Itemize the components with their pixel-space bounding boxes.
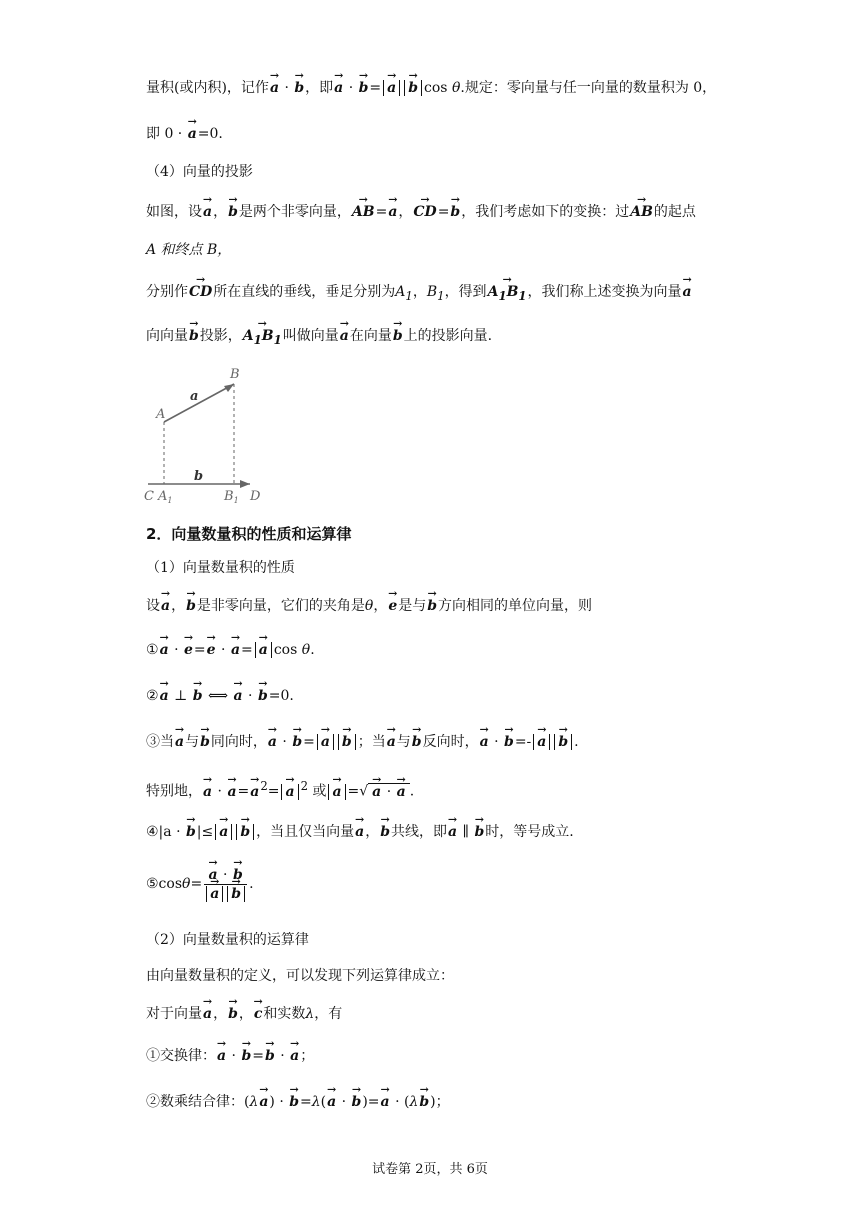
vec-a: → a (386, 732, 397, 752)
abs-a: → a (328, 784, 345, 800)
vec-b: → b (257, 686, 269, 706)
vec-AB: → AB (629, 202, 654, 222)
paragraph-line: 对于向量→ a，→ b，→ c和实数λ，有 (146, 1004, 342, 1024)
projection-figure (140, 360, 270, 510)
text: 对于向量 (146, 1006, 202, 1022)
abs-b: → b (554, 734, 572, 750)
text: 是非零向量，它们的夹角是 (196, 598, 365, 614)
vec-e: → e (183, 640, 194, 660)
point-B1: $B_1$ (426, 284, 445, 303)
vec-a: → a (202, 202, 213, 222)
vec-a: → a (160, 596, 171, 616)
page-footer: 试卷第 2页，共 6页 (372, 1162, 488, 1177)
vector-a-line (164, 384, 234, 422)
vec-A1B1: → $A_1B_1$ (487, 282, 528, 306)
label-b: b (194, 469, 204, 484)
text: 设 (146, 598, 160, 614)
vec-a: → a (202, 1004, 213, 1024)
abs-a: → a (215, 824, 232, 840)
vec-a: → a (267, 732, 278, 752)
vec-a: → a (174, 732, 185, 752)
text: 是与 (398, 598, 427, 614)
vec-b: → b (264, 1046, 276, 1066)
vec-b: → b (188, 326, 200, 346)
label-D: D (250, 489, 261, 504)
vec-b: → b (227, 202, 239, 222)
law-commutative: ①交换律：→ a · → b=→ b · → a； (146, 1046, 314, 1066)
property-3: ③当→ a与→ b同向时，→ a · → b=→ a→ b ；当→ a与→ b反向时，→ a · → b=-→ a→ b . (146, 732, 579, 752)
vector-b-arrowhead (240, 480, 250, 488)
text: 的起点 (653, 204, 696, 220)
label-B1: $B_1$ (224, 489, 239, 505)
paragraph-line-5: A 和终点 B， (146, 242, 232, 258)
abs-a: → a (317, 734, 334, 750)
text: 时，等号成立. (485, 824, 574, 840)
text: 是两个非零向量， (238, 204, 351, 220)
property-2: ②→ a ⊥ → b ⟺ → a · → b=0. (146, 686, 294, 706)
text: =0. (268, 688, 294, 704)
label-A1: $A_1$ (158, 489, 173, 505)
vec-a: → a (339, 326, 350, 346)
text: 所在直线的垂线，垂足分别为 (213, 284, 396, 300)
vec-b: → b (473, 822, 485, 842)
label-B: B (230, 367, 240, 382)
vec-CD: → CD (188, 282, 213, 302)
subsection-title: （1）向量数量积的性质 (146, 560, 295, 576)
paragraph-line-1: 量积(或内积)，记作→ a · → b，即→ a · → b=→ a→ b cos θ.规定：零向量与任一向量的数量积为 0， (146, 78, 716, 98)
text: 在向量 (349, 328, 392, 344)
section-heading: 2．向量数量积的性质和运算律 (146, 525, 352, 543)
text: 特别地， (146, 783, 202, 800)
subsection-title: （2）向量数量积的运算律 (146, 932, 309, 948)
vec-a: → a (333, 78, 344, 98)
vec-a: → a (249, 782, 260, 802)
abs-b: → b (236, 824, 254, 840)
text: |≤ (196, 824, 214, 840)
vec-a: → a (269, 78, 280, 98)
vec-b: → b (351, 1092, 363, 1112)
theta: θ (182, 876, 191, 892)
text: 投影， (199, 328, 242, 344)
text: ，我们称上述变换为向量 (527, 284, 682, 300)
text: ②数乘结合律： (146, 1094, 244, 1110)
vec-b: → b (185, 822, 197, 842)
paragraph-line-2: 即 0 · → a=0. (146, 124, 223, 144)
text: ，当且仅当向量 (256, 824, 355, 840)
law-scalar-assoc: ②数乘结合律：(λ→ a) · → b=λ(→ a · → b)=→ a · (λ→ b)； (146, 1092, 450, 1112)
paragraph-line-4: 如图，设→ a，→ b是两个非零向量，→ AB=→ a，→ CD=→ b，我们考虑如下的变换：过→ AB的起点 (146, 202, 696, 222)
text: 或 (312, 783, 327, 800)
text: ⑤cos (146, 876, 183, 892)
vec-a: → a (226, 782, 237, 802)
vec-e: → e (206, 640, 217, 660)
theta: θ (451, 80, 461, 96)
vec-a: → a (230, 640, 241, 660)
property-4: ④|a · → b|≤→ a→ b ，当且仅当向量→ a，→ b共线，即→ a ∥ → b时，等号成立. (146, 822, 574, 842)
paragraph-line: 由向量数量积的定义，可以发现下列运算律成立： (146, 968, 454, 984)
vec-a: → a (447, 822, 458, 842)
text: =0. (197, 126, 223, 142)
vec-a: → a (187, 124, 198, 144)
vec-a: → a (202, 782, 213, 802)
vec-a: → a (233, 686, 244, 706)
vec-b: → b (240, 1046, 252, 1066)
vec-b: → b (418, 1092, 430, 1112)
abs-a: → a (533, 734, 550, 750)
vec-CD: → CD (412, 202, 437, 222)
vec-a: → a (289, 1046, 300, 1066)
vec-b: → b (185, 596, 197, 616)
vec-a: → a (216, 1046, 227, 1066)
vec-b: → b (379, 822, 391, 842)
text: ，得到 (444, 284, 487, 300)
text: ② (146, 688, 159, 704)
label-C: C (144, 489, 154, 504)
text: 和实数 (263, 1006, 306, 1022)
text: ①交换律： (146, 1048, 216, 1064)
paragraph-line-7 (146, 326, 492, 350)
vec-c: → c (253, 1004, 264, 1024)
vec-b: → b (293, 78, 305, 98)
abs-a: → a (255, 642, 272, 658)
vec-b: → b (449, 202, 461, 222)
vec-a: → a (159, 686, 170, 706)
sqrt-a-dot-a: → a · → a (368, 783, 410, 800)
text: cos (273, 642, 298, 658)
point-A1: $A_1$ (395, 284, 413, 303)
text: ③当 (146, 734, 174, 750)
vec-a: → a (326, 1092, 337, 1112)
abs-b: → b (338, 734, 356, 750)
property-5: ⑤cosθ= → a · → b → a→ b . (146, 864, 254, 904)
text: ，即 (305, 80, 334, 96)
text: 即 0 (146, 126, 174, 142)
lambda: λ (305, 1006, 315, 1022)
vec-b: → b (227, 1004, 239, 1024)
abs-b: → b (404, 80, 422, 96)
text: ；当 (357, 734, 386, 750)
text: 上的投影向量. (403, 328, 493, 344)
vec-b: → b (199, 732, 211, 752)
property-1: ①→ a · → e=→ e · → a=→ a cos θ. (146, 640, 315, 660)
vec-a: → a (354, 822, 365, 842)
vec-e: → e (387, 596, 398, 616)
text: 与 (396, 734, 411, 750)
text: 叫做向量 (282, 328, 339, 344)
subsection-title: （4）向量的投影 (146, 164, 253, 180)
abs-a: → a (383, 80, 400, 96)
text: ④|a (146, 824, 172, 840)
label-A: A (156, 407, 166, 422)
vec-a: → a (159, 640, 170, 660)
text: cos (424, 80, 448, 96)
vec-b: → b (358, 78, 370, 98)
label-a: a (190, 389, 199, 404)
vec-b: → b (192, 686, 204, 706)
text: 如图，设 (146, 204, 202, 220)
text: 与 (185, 734, 200, 750)
text: 方向相同的单位向量，则 (438, 598, 593, 614)
theta: θ (301, 642, 311, 658)
vec-a: → a (682, 282, 693, 302)
paragraph-line: 设→ a，→ b是非零向量，它们的夹角是θ，→ e是与→ b方向相同的单位向量，则 (146, 596, 592, 616)
text: 向向量 (146, 328, 188, 344)
text: 量积(或内积)，记作 (146, 80, 269, 96)
text: .规定：零向量与任一向量的数量积为 0， (460, 80, 717, 96)
vec-A1B1: → $A_1B_1$ (242, 326, 283, 350)
text: ，我们考虑如下的变换：过 (461, 204, 630, 220)
text: 反向时， (422, 734, 479, 750)
vec-a: → a (258, 1092, 269, 1112)
vec-b: → b (503, 732, 515, 752)
vec-b: → b (426, 596, 438, 616)
special-case: 特别地，→ a · → $a=\to a^2=\to a$ $^2$ 或→ a =√→ a · → a . (146, 776, 414, 802)
vec-b: → b (392, 326, 404, 346)
vec-a: → a (387, 202, 398, 222)
vector-a-arrowhead (224, 384, 234, 392)
text: ① (146, 642, 159, 658)
text: 共线，即 (390, 824, 447, 840)
abs-a: → a (281, 784, 298, 800)
vec-a: → a (479, 732, 490, 752)
vec-AB: → AB (351, 202, 376, 222)
text: 分别作 (146, 284, 188, 300)
theta: θ (364, 598, 374, 614)
paragraph-line-6: 分别作→ CD所在直线的垂线，垂足分别为$A_1$，$B_1$，得到→ $A_1B_1$，我们称上述变换为向量→ a (146, 282, 693, 306)
text: ，有 (314, 1006, 343, 1022)
text: 同向时， (210, 734, 267, 750)
fraction: → a · → b → a→ b (204, 866, 247, 903)
vec-b: → b (411, 732, 423, 752)
vec-b: → b (288, 1092, 300, 1112)
vec-b: → b (291, 732, 303, 752)
vec-a: → a (380, 1092, 391, 1112)
